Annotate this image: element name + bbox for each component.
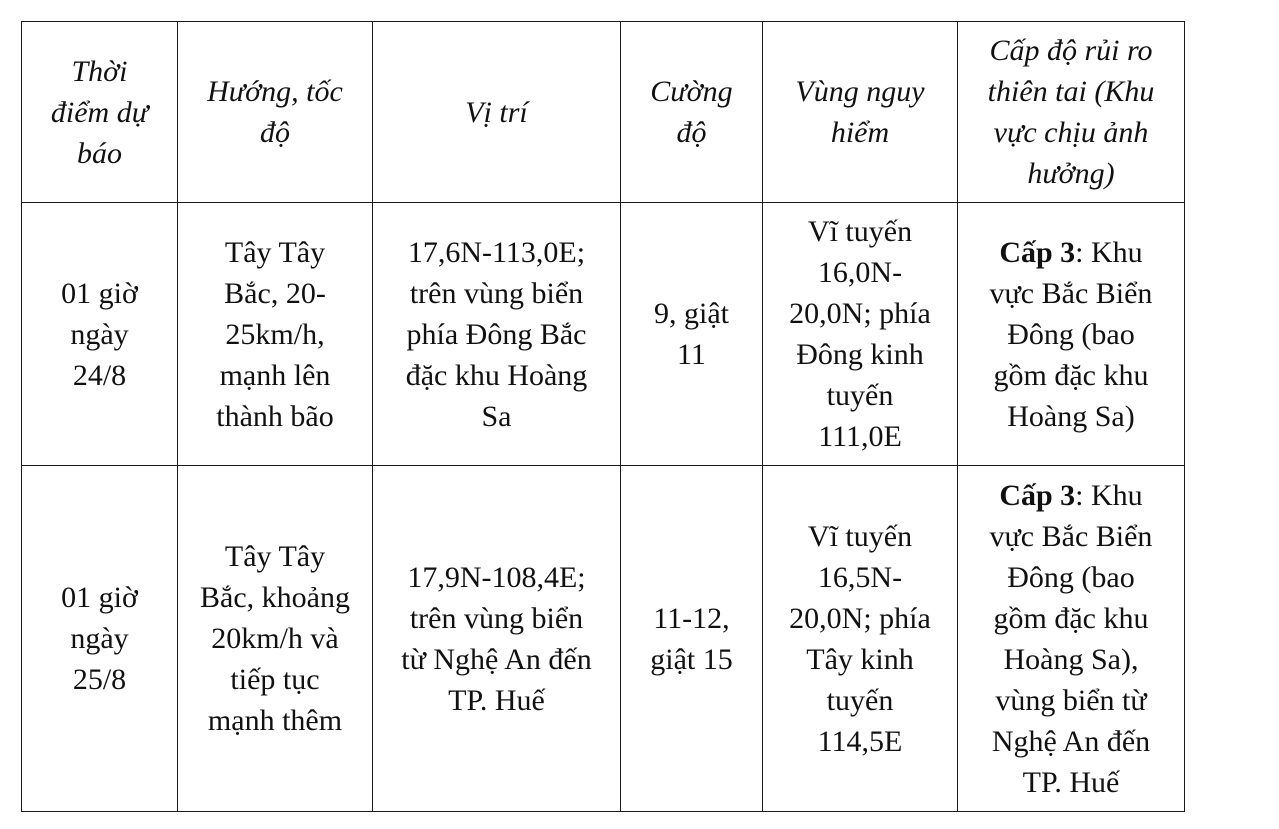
header-risk-level: Cấp độ rủi ro thiên tai (Khu vực chịu ảnh hưởng) xyxy=(958,22,1185,203)
cell-time: 01 giờ ngày 24/8 xyxy=(22,203,178,466)
cell-position: 17,9N-108,4E; trên vùng biển từ Nghệ An đến TP. Huế xyxy=(373,466,621,812)
cell-time: 01 giờ ngày 25/8 xyxy=(22,466,178,812)
risk-level-label: Cấp 3 xyxy=(999,235,1076,269)
header-danger-zone: Vùng nguy hiểm xyxy=(763,22,958,203)
cell-intensity: 9, giật 11 xyxy=(621,203,763,466)
cell-position: 17,6N-113,0E; trên vùng biển phía Đông Bắc đặc khu Hoàng Sa xyxy=(373,203,621,466)
table-row xyxy=(22,203,1185,466)
forecast-table xyxy=(21,21,1185,812)
cell-risk-level xyxy=(958,203,1185,466)
header-intensity: Cường độ xyxy=(621,22,763,203)
cell-risk-level xyxy=(958,466,1185,812)
cell-danger-zone: Vĩ tuyến 16,0N- 20,0N; phía Đông kinh tuyến 111,0E xyxy=(763,203,958,466)
table-row xyxy=(22,466,1185,812)
risk-area-text: : Khu vực Bắc Biển Đông (bao gồm đặc khu Hoàng Sa), vùng biển từ Nghệ An đến TP. Huế xyxy=(989,478,1153,799)
header-direction-speed: Hướng, tốc độ xyxy=(178,22,373,203)
header-position: Vị trí xyxy=(373,22,621,203)
cell-direction-speed: Tây Tây Bắc, khoảng 20km/h và tiếp tục mạnh thêm xyxy=(178,466,373,812)
header-time: Thời điểm dự báo xyxy=(22,22,178,203)
header-row xyxy=(22,22,1185,203)
cell-danger-zone: Vĩ tuyến 16,5N- 20,0N; phía Tây kinh tuyến 114,5E xyxy=(763,466,958,812)
risk-area-text: : Khu vực Bắc Biển Đông (bao gồm đặc khu Hoàng Sa) xyxy=(989,235,1153,433)
cell-intensity: 11-12, giật 15 xyxy=(621,466,763,812)
risk-level-label: Cấp 3 xyxy=(999,478,1076,512)
cell-direction-speed: Tây Tây Bắc, 20- 25km/h, mạnh lên thành bão xyxy=(178,203,373,466)
